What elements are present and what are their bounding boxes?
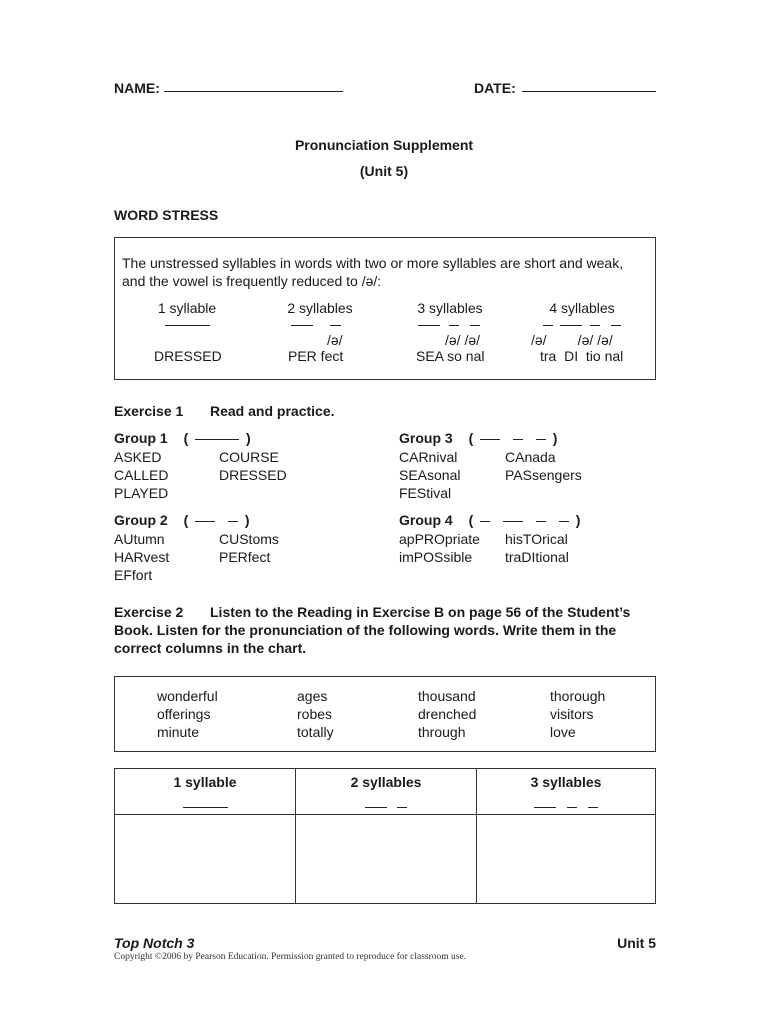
intro-col3-schwa: /ə/ /ə/ [445, 332, 481, 348]
word-column-1 [157, 687, 218, 741]
intro-col2-schwa: /ə/ [327, 332, 343, 348]
word-item: totally [297, 724, 334, 740]
group2-col1 [114, 530, 169, 584]
page-title: Pronunciation Supplement [294, 137, 474, 153]
list-item: CUStoms [219, 531, 279, 547]
list-item: PERfect [219, 549, 271, 565]
stress-mark-short [590, 325, 600, 326]
stress-mark-long [480, 439, 500, 440]
stress-mark-short [397, 807, 407, 808]
intro-col4-word: tra DI tio nal [540, 348, 624, 364]
group3-col1 [399, 448, 460, 502]
list-item: EFfort [114, 567, 153, 583]
group4-heading: Group 4 ( ) [399, 512, 581, 528]
stress-mark-short [536, 439, 546, 440]
exercise2-line1: Listen to the Reading in Exercise B on page 56 of the Student’s [210, 604, 631, 620]
word-item: love [550, 724, 576, 740]
list-item: FEStival [399, 485, 452, 501]
list-item: apPROpriate [399, 531, 480, 547]
chart-answer-cell-3[interactable] [477, 815, 656, 904]
word-item: drenched [418, 706, 477, 722]
group4-label: Group 4 [399, 512, 453, 528]
name-blank[interactable] [164, 91, 343, 92]
group1-label: Group 1 [114, 430, 168, 446]
list-item: AUtumn [114, 531, 165, 547]
word-item: robes [297, 706, 333, 722]
group1-col2 [219, 448, 287, 484]
word-column-3 [418, 687, 476, 741]
intro-col1-heading: 1 syllable [157, 300, 217, 316]
intro-text-line2: and the vowel is frequently reduced to /ə/: [122, 273, 382, 289]
group3-col2 [505, 448, 582, 484]
exercise2-label: Exercise 2 [114, 604, 184, 620]
date-blank[interactable] [522, 91, 656, 92]
stress-mark-long [560, 325, 582, 326]
stress-mark-short [449, 325, 459, 326]
stress-mark-long [365, 807, 387, 808]
word-item: ages [297, 688, 328, 704]
list-item: hisTOrical [505, 531, 568, 547]
stress-mark-short [559, 521, 569, 522]
footer-unit: Unit 5 [617, 935, 656, 951]
stress-mark-short [228, 521, 238, 522]
exercise1-instruction: Read and practice. [210, 403, 335, 419]
word-item: thousand [418, 688, 476, 704]
stress-mark-long [534, 807, 556, 808]
stress-mark-short [567, 807, 577, 808]
intro-col3-heading: 3 syllables [417, 300, 483, 316]
group3-heading: Group 3 ( ) [399, 430, 558, 446]
page-subtitle: (Unit 5) [359, 163, 409, 179]
stress-mark-short [513, 439, 523, 440]
section-heading: WORD STRESS [114, 207, 219, 223]
list-item: PASsengers [505, 467, 582, 483]
intro-col3-word: SEA so nal [416, 348, 485, 364]
stress-mark-long [291, 325, 313, 326]
word-item: wonderful [157, 688, 218, 704]
list-item: HARvest [114, 549, 170, 565]
intro-text-line1: The unstressed syllables in words with two or more syllables are short and weak, [122, 255, 624, 271]
chart-header-1: 1 syllable [115, 769, 296, 815]
group1-heading: Group 1 ( ) [114, 430, 251, 446]
exercise2-line3: correct columns in the chart. [114, 640, 307, 656]
answer-chart [114, 768, 656, 904]
date-label: DATE: [474, 80, 516, 96]
stress-mark-long [503, 521, 523, 522]
stress-mark-long [183, 807, 228, 808]
chart-answer-cell-1[interactable] [115, 815, 296, 904]
word-column-2 [297, 687, 334, 741]
word-box [114, 676, 656, 752]
intro-col2-word: PER fect [288, 348, 344, 364]
word-item: minute [157, 724, 200, 740]
list-item: CALLED [114, 467, 169, 483]
word-item: thorough [550, 688, 606, 704]
stress-mark-short [536, 521, 546, 522]
word-column-4 [550, 687, 605, 741]
chart-answer-cell-2[interactable] [296, 815, 477, 904]
list-item: SEAsonal [399, 467, 461, 483]
group2-col2 [219, 530, 279, 566]
list-item: CARnival [399, 449, 458, 465]
stress-mark-long [195, 521, 215, 522]
intro-col1-word: DRESSED [154, 348, 222, 364]
stress-mark-short [470, 325, 480, 326]
list-item: COURSE [219, 449, 279, 465]
stress-mark-short [588, 807, 598, 808]
stress-mark-long [165, 325, 210, 326]
intro-col2-heading: 2 syllables [287, 300, 353, 316]
group1-col1 [114, 448, 168, 502]
group4-col1 [399, 530, 480, 566]
intro-col4-heading: 4 syllables [549, 300, 615, 316]
list-item: ASKED [114, 449, 162, 465]
group2-label: Group 2 [114, 512, 168, 528]
word-item: through [418, 724, 466, 740]
stress-mark-short [611, 325, 621, 326]
list-item: CAnada [505, 449, 556, 465]
stress-mark-long [418, 325, 440, 326]
word-item: offerings [157, 706, 211, 722]
chart-header-2: 2 syllables [296, 769, 477, 815]
stress-mark-short [330, 325, 341, 326]
list-item: DRESSED [219, 467, 287, 483]
intro-col4-schwa: /ə/ /ə/ /ə/ [531, 332, 613, 348]
word-item: visitors [550, 706, 594, 722]
name-label: NAME: [114, 80, 160, 96]
group3-label: Group 3 [399, 430, 453, 446]
footer-copyright: Copyright ©2006 by Pearson Education. Permission granted to reproduce for classroom use. [114, 952, 467, 962]
stress-pattern-1 [195, 439, 239, 440]
exercise1-label: Exercise 1 [114, 403, 184, 419]
stress-mark-short [543, 325, 553, 326]
stress-mark-short [480, 521, 490, 522]
list-item: PLAYED [114, 485, 169, 501]
list-item: imPOSsible [399, 549, 473, 565]
group4-col2 [505, 530, 569, 566]
intro-box [114, 237, 656, 380]
footer-book-title: Top Notch 3 [114, 935, 195, 951]
exercise2-line2: Book. Listen for the pronunciation of the following words. Write them in the [114, 622, 617, 638]
list-item: traDItional [505, 549, 569, 565]
group2-heading: Group 2 ( ) [114, 512, 250, 528]
chart-header-3: 3 syllables [477, 769, 656, 815]
